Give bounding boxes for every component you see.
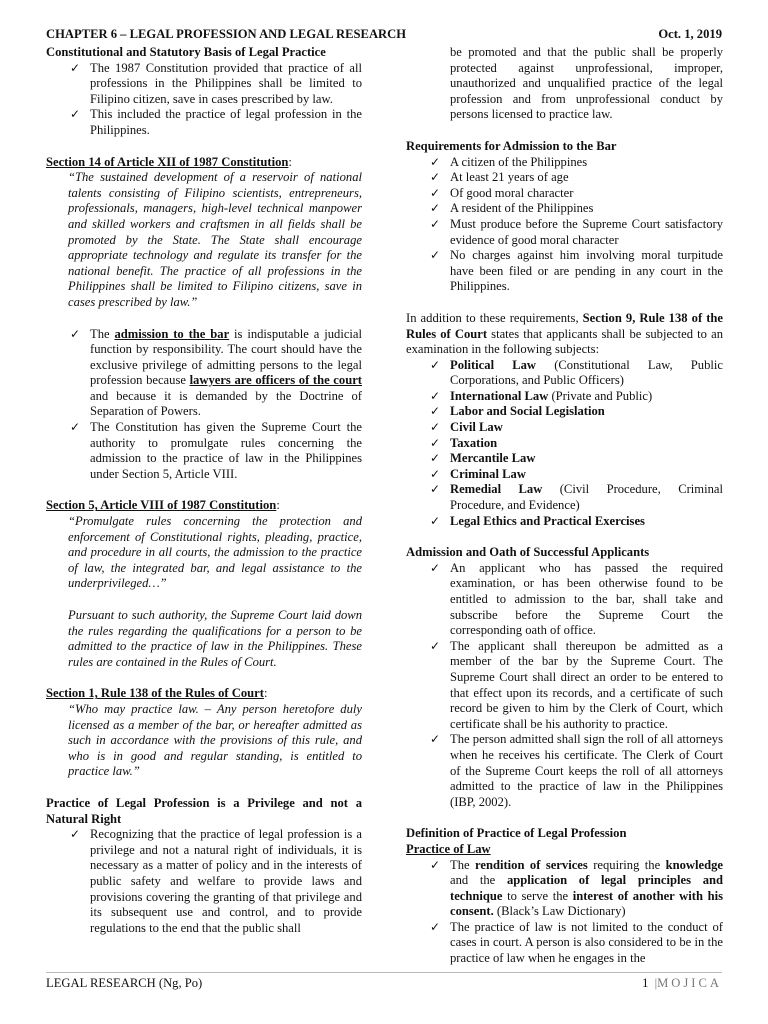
list-item: ✓ Must produce before the Supreme Court satisfactory evidence of good moral character [430, 216, 723, 247]
list-item: ✓ A citizen of the Philippines [430, 154, 588, 169]
check-icon: ✓ [430, 185, 441, 200]
body-paragraph: be promoted and that the public shall be properly protected against unprofessional, improper, unauthorized and unqualified practice of the legal profession and from unprofessional conduct by persons licensed to practice law. [450, 45, 723, 122]
header-date: Oct. 1, 2019 [658, 27, 722, 41]
block-quote: “Who may practice law. – Any person heretofore duly licensed as a member of the bar, or hereafter admitted as such in accordance with the provisions of this rule, and who is in good and regular standing, is entitled to practice law.” [68, 701, 362, 779]
bullet-list [406, 155, 723, 295]
check-icon: ✓ [430, 216, 441, 231]
check-icon: ✓ [430, 919, 441, 934]
left-column [46, 45, 362, 936]
subject-item: ✓ Civil Law [430, 420, 503, 435]
section-heading: Admission and Oath of Successful Applicants [406, 545, 650, 560]
footer-course: LEGAL RESEARCH (Ng, Po) [46, 976, 203, 990]
section-heading: Section 5, Article VIII of 1987 Constitution: [46, 498, 280, 513]
body-paragraph: In addition to these requirements, Section 9, Rule 138 of the Rules of Court states that applicants shall be subjected to an examination in the following subjects: [406, 310, 723, 357]
check-icon: ✓ [430, 466, 441, 481]
check-icon: ✓ [430, 560, 441, 575]
check-icon: ✓ [430, 451, 441, 466]
subject-item: ✓ Criminal Law [430, 466, 526, 481]
check-icon: ✓ [70, 827, 81, 842]
list-item: ✓ The rendition of services requiring the knowledge and the application of legal principles and technique to serve the interest of another with his consent. (Black’s Law Dictionary) [430, 857, 724, 919]
check-icon: ✓ [70, 326, 81, 341]
subject-item: ✓ Legal Ethics and Practical Exercises [430, 513, 645, 528]
check-icon: ✓ [430, 732, 441, 747]
chapter-title: CHAPTER 6 – LEGAL PROFESSION AND LEGAL RESEARCH [46, 27, 407, 41]
block-quote: “Promulgate rules concerning the protection and enforcement of Constitutional rights, pleading, practice, and procedure in all courts, the admission to the practice of law, the integrated bar, and legal assistance to the underprivileged…” [68, 514, 362, 591]
bullet-list [46, 327, 362, 483]
page-header [46, 27, 722, 43]
check-icon: ✓ [430, 357, 441, 372]
bullet-list [406, 858, 723, 967]
list-item: ✓ Recognizing that the practice of legal profession is a privilege and not a natural right of individuals, it is necessary as a matter of policy and in the interests of public safety and welfare to provide laws and provisions covering the granting of that privilege and its subsequent use and control, and to provide regulations to the end that the public shall [70, 827, 362, 935]
list-item: ✓ The 1987 Constitution provided that practice of all professions in the Philippines shall be limited to Filipino citizen, save in cases prescribed by law. [70, 60, 362, 106]
page-footer [46, 972, 722, 993]
list-item: ✓ The practice of law is not limited to the conduct of cases in court. A person is also considered to be in the practice of law when he engages in the [430, 919, 723, 966]
check-icon: ✓ [430, 857, 441, 872]
section-heading: Section 14 of Article XII of 1987 Constitution: [46, 154, 292, 169]
footer-separator: | [654, 976, 658, 990]
subject-item: ✓ Remedial Law (Civil Procedure, Criminal Procedure, and Evidence) [430, 482, 723, 513]
check-icon: ✓ [70, 420, 81, 435]
section-subheading: Practice of Law [406, 841, 491, 856]
page-number: 1 [642, 976, 649, 990]
list-item: ✓ An applicant who has passed the required examination, or has been otherwise found to be entitled to admission to the bar, shall take and subscribe before the Supreme Court the corresponding oath of office. [430, 560, 723, 638]
bullet-list [406, 561, 723, 811]
check-icon: ✓ [430, 513, 441, 528]
section-heading: Requirements for Admission to the Bar [406, 138, 617, 153]
list-item: ✓ The applicant shall thereupon be admitted as a member of the bar by the Supreme Court. The Supreme Court shall direct an order to be entered to that effect upon its records, and a certificate of such record be given to him by the Clerk of Court, which certificate shall be his authority to practice. [430, 638, 723, 731]
section-heading: Constitutional and Statutory Basis of Legal Practice [46, 45, 326, 59]
subject-item: ✓ Political Law (Constitutional Law, Public Corporations, and Public Officers) [430, 357, 723, 388]
list-item: ✓ The Constitution has given the Supreme Court the authority to promulgate rules concerning the admission to the practice of law in the Philippines under Section 5, Article VIII. [70, 420, 362, 481]
footer-page-info [642, 976, 722, 991]
block-quote: “The sustained development of a reservoir of national talents consisting of Filipino scientists, entrepreneurs, professionals, managers, high-level technical manpower and skilled workers and craftsmen in all fields shall be promoted by the State. The State shall encourage appropriate technology and regulate its transfer for the national benefit. The practice of all professions in the Philippines shall be limited to Filipino citizens, save in cases prescribed by law.” [68, 170, 362, 309]
list-item: ✓ No charges against him involving moral turpitude have been filed or are pending in any court in the Philippines. [430, 248, 723, 294]
list-item: ✓ The person admitted shall sign the roll of all attorneys when he receives his certificate. The Clerk of Court of the Supreme Court keeps the roll of all attorneys admitted to the practice of law in the Philippines (IBP, 2002). [430, 732, 723, 809]
check-icon: ✓ [430, 404, 441, 419]
subject-item: ✓ Mercantile Law [430, 451, 536, 466]
subject-item: ✓ Labor and Social Legislation [430, 404, 605, 419]
check-icon: ✓ [430, 420, 441, 435]
right-column [406, 45, 723, 967]
check-icon: ✓ [430, 482, 441, 497]
subject-list [406, 358, 723, 530]
list-item: ✓ At least 21 years of age [430, 170, 569, 185]
check-icon: ✓ [70, 60, 81, 75]
list-item: ✓ Of good moral character [430, 185, 574, 200]
list-item: ✓ This included the practice of legal profession in the Philippines. [70, 107, 362, 137]
check-icon: ✓ [430, 201, 441, 216]
bullet-list [46, 61, 362, 139]
list-item: ✓ A resident of the Philippines [430, 201, 594, 216]
section-heading: Section 1, Rule 138 of the Rules of Court: [46, 686, 268, 701]
body-paragraph: Pursuant to such authority, the Supreme Court laid down the rules regarding the qualifications for a person to be admitted to the practice of law in the Philippines. These rules are contained in the Rules of Court. [68, 608, 362, 669]
check-icon: ✓ [430, 170, 441, 185]
check-icon: ✓ [70, 107, 81, 122]
check-icon: ✓ [430, 248, 441, 263]
subject-item: ✓ Taxation [430, 435, 498, 450]
check-icon: ✓ [430, 435, 441, 450]
check-icon: ✓ [430, 154, 441, 169]
check-icon: ✓ [430, 638, 441, 653]
check-icon: ✓ [430, 388, 441, 403]
footer-author: MOJICA [657, 976, 722, 990]
bullet-list [46, 827, 362, 936]
section-heading: Practice of Legal Profession is a Privilege and not a Natural Right [46, 795, 362, 826]
subject-item: ✓ International Law (Private and Public) [430, 388, 653, 403]
section-heading: Definition of Practice of Legal Profession [406, 826, 627, 841]
list-item: ✓ The admission to the bar is indisputable a judicial function by responsibility. The court should have the exclusive privilege of admitting persons to the legal profession because lawyers are officers of the court and because it is demanded by the Doctrine of Separation of Powers. [70, 326, 362, 419]
